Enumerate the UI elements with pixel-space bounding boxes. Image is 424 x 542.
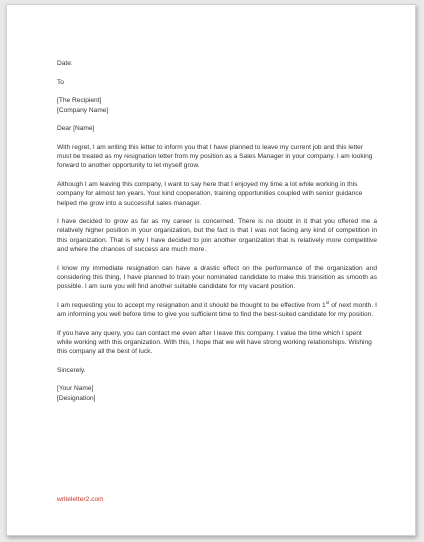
- signature-block: [57, 384, 377, 402]
- paragraph-4: I know my immediate resignation can have a drastic effect on the performance of the organization and considering this thing, I have planned to train your nominated candidate to make this transition as smooth as possible. I am sure you will find another suitable candidate for my vacant position.: [57, 264, 377, 290]
- paragraph-5-start: I am requesting you to accept my resignation and it should be thought to be effective from 1: [57, 301, 326, 309]
- paragraph-2: Although I am leaving this company, I want to say here that I enjoyed my time a lot while working in this company for almost ten years. Your kind cooperation, training opportunities coupled with senior guidance helped me grow into a successful sales manager.: [57, 181, 363, 207]
- letter-page: [6, 4, 416, 536]
- salutation: Dear [Name]: [57, 125, 95, 133]
- letter-body: [57, 59, 377, 412]
- company-name: [Company Name]: [57, 106, 109, 114]
- footer-website[interactable]: writeletter2.com: [57, 496, 104, 503]
- to-label: To: [57, 78, 64, 86]
- closing: Sincerely.: [57, 366, 86, 374]
- paragraph-3: I have decided to grow as far as my career is concerned. There is no doubt in it that you offered me a relatively higher position in your organization, but the fact is that I was not facing any kind of competition in this organization. That is why I have decided to join another organization that is relatively more competitive and where the chances of success are much more.: [57, 218, 377, 253]
- ordinal-suffix: st: [325, 299, 330, 305]
- paragraph-5-end: of next month. I am informing you well before time to give you sufficient time to find the best-suited candidate for my position.: [57, 301, 378, 318]
- recipient-name: [The Recipient]: [57, 97, 102, 105]
- paragraph-5: [57, 301, 377, 319]
- paragraph-6: If you have any query, you can contact me even after I leave this company. I value the time which I spent while working with this organization. With this, I hope that we will have strong working relationships. Wishing this company all the best of luck.: [57, 329, 372, 355]
- date-label: Date:: [57, 60, 73, 67]
- paragraph-1: With regret, I am writing this letter to inform you that I have planned to leave my current job and this letter must be treated as my resignation letter from my position as a Sales Manager in your company. I am looking forward to another opportunity to let myself grow.: [57, 144, 373, 170]
- sender-designation: [Designation]: [57, 394, 96, 402]
- recipient-block: [57, 96, 377, 114]
- sender-name: [Your Name]: [57, 385, 94, 393]
